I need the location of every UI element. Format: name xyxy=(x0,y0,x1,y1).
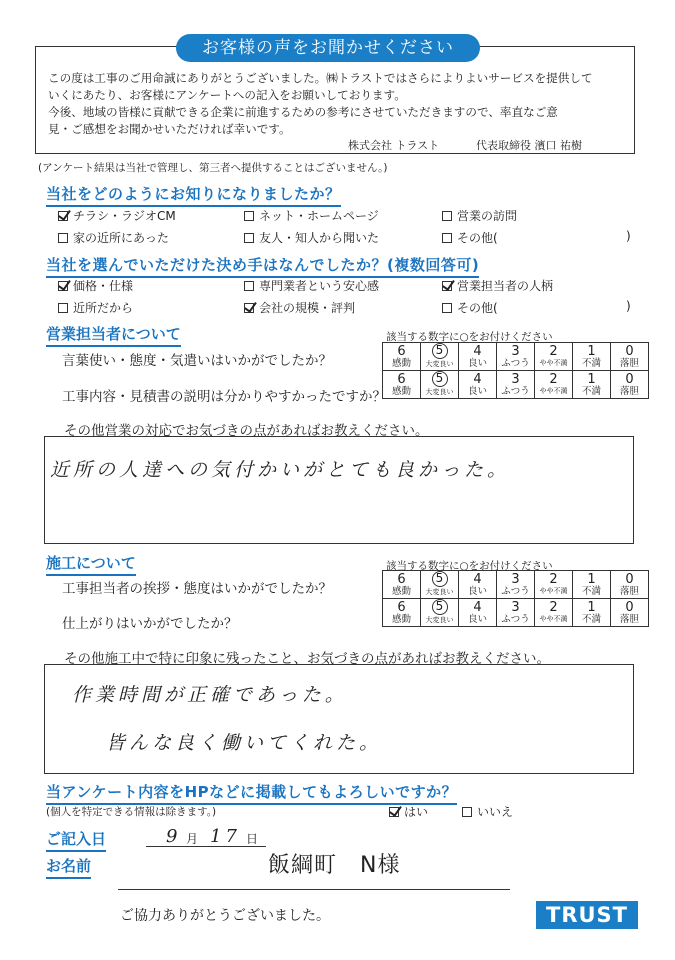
q2-checkbox[interactable] xyxy=(58,281,68,291)
rating-word: 落胆 xyxy=(619,357,639,369)
rating-number: 4 xyxy=(473,599,482,615)
rating-row-explanation xyxy=(383,371,649,399)
construction-comment-line2: 皆んな良く働いてくれた。 xyxy=(106,732,383,754)
q1-checkbox[interactable] xyxy=(442,233,452,243)
q2-other-close: ) xyxy=(626,299,631,313)
q1-option[interactable] xyxy=(58,229,169,246)
q1-title: 当社をどのようにお知りになりましたか？ xyxy=(46,183,341,207)
rating-row-finish xyxy=(383,599,649,627)
q2-title: 当社を選んでいただけた決め手はなんでしたか？(複数回答可) xyxy=(46,254,479,278)
construction-question-manners: 工事担当者の挨拶・態度はいかがでしたか？ xyxy=(62,581,332,597)
rating-number: 0 xyxy=(625,571,634,587)
rating-cell-4[interactable] xyxy=(459,571,497,599)
construction-comment-line1: 作業時間が正確であった。 xyxy=(72,684,348,706)
rating-number: 3 xyxy=(511,599,520,615)
q2-option-label: 会社の規模・評判 xyxy=(259,301,356,315)
rating-number: 4 xyxy=(473,571,482,587)
q2-checkbox[interactable] xyxy=(442,281,452,291)
publish-yes-label: はい xyxy=(404,805,429,819)
rating-word: 落胆 xyxy=(619,613,639,625)
rating-cell-0[interactable] xyxy=(611,571,649,599)
q1-checkbox[interactable] xyxy=(244,211,254,221)
thanks-message: ご協力ありがとうございました。 xyxy=(120,908,330,924)
sales-section-title: 営業担当者について xyxy=(46,323,181,347)
selected-rating-circle: 5 xyxy=(432,599,448,615)
rating-number: 4 xyxy=(473,371,482,387)
selected-rating-circle: 5 xyxy=(432,343,448,359)
rating-cell-1[interactable] xyxy=(573,599,611,627)
rating-cell-6[interactable] xyxy=(383,571,421,599)
q1-option-label: 友人・知人から聞いた xyxy=(259,231,380,245)
q2-option[interactable] xyxy=(58,299,133,316)
sales-comment-box[interactable] xyxy=(44,436,634,544)
rating-cell-6[interactable] xyxy=(383,599,421,627)
rating-row-manners xyxy=(383,343,649,371)
q2-checkbox[interactable] xyxy=(244,303,254,313)
q1-checkbox[interactable] xyxy=(58,233,68,243)
q2-checkbox[interactable] xyxy=(442,303,452,313)
q1-checkbox[interactable] xyxy=(58,211,68,221)
sales-question-manners: 言葉使い・態度・気遣いはいかがでしたか？ xyxy=(62,353,332,369)
rating-number: 1 xyxy=(587,599,596,615)
q2-option-label: その他( xyxy=(457,301,498,315)
rating-cell-0[interactable] xyxy=(611,343,649,371)
rating-cell-2[interactable] xyxy=(535,343,573,371)
q2-option-label: 専門業者という安心感 xyxy=(259,279,380,293)
rating-number: 6 xyxy=(397,599,406,615)
representative-name: 代表取締役 濱口 祐樹 xyxy=(476,139,582,152)
rating-cell-0[interactable] xyxy=(611,599,649,627)
q2-option[interactable] xyxy=(442,299,498,316)
q2-option-label: 価格・仕様 xyxy=(73,279,134,293)
rating-number: 3 xyxy=(511,343,520,359)
rating-cell-6[interactable] xyxy=(383,371,421,399)
rating-word: やや不満 xyxy=(539,614,568,623)
rating-word: 不満 xyxy=(581,385,601,397)
publish-no-checkbox[interactable] xyxy=(462,807,472,817)
q1-option-label: その他( xyxy=(457,231,498,245)
rating-number: 2 xyxy=(549,571,558,587)
rating-word: 良い xyxy=(467,357,487,369)
rating-cell-2[interactable] xyxy=(535,599,573,627)
q1-option[interactable] xyxy=(244,229,379,246)
rating-number xyxy=(421,343,458,359)
q1-option[interactable] xyxy=(442,207,517,224)
rating-cell-1[interactable] xyxy=(573,343,611,371)
sales-rating-table xyxy=(382,342,649,399)
rating-word: やや不満 xyxy=(539,586,568,595)
rating-cell-5[interactable] xyxy=(421,371,459,399)
rating-cell-3[interactable] xyxy=(497,599,535,627)
rating-cell-2[interactable] xyxy=(535,371,573,399)
name-value[interactable]: 飯綱町 N様 xyxy=(268,853,401,878)
rating-number: 3 xyxy=(511,571,520,587)
publish-no-option[interactable] xyxy=(462,803,513,820)
rating-word: やや不満 xyxy=(539,358,568,367)
rating-cell-4[interactable] xyxy=(459,371,497,399)
rating-number: 0 xyxy=(625,343,634,359)
q1-option[interactable] xyxy=(442,229,498,246)
privacy-note: (アンケート結果は当社で管理し、第三者へ提供することはございません。) xyxy=(38,162,388,174)
rating-number: 1 xyxy=(587,343,596,359)
trust-logo: TRUST xyxy=(536,901,638,929)
rating-cell-1[interactable] xyxy=(573,571,611,599)
rating-word: 大変良い xyxy=(425,616,454,624)
rating-number: 1 xyxy=(587,571,596,587)
sales-question-explanation: 工事内容・見積書の説明は分かりやすかったですか？ xyxy=(62,389,386,405)
rating-word: 落胆 xyxy=(619,585,639,597)
q1-option-label: 家の近所にあった xyxy=(73,231,169,245)
construction-section-title: 施工について xyxy=(46,552,136,576)
q2-checkbox[interactable] xyxy=(58,303,68,313)
construction-rating-table xyxy=(382,570,649,627)
rating-word: ふつう xyxy=(501,385,530,397)
q1-option[interactable] xyxy=(58,207,176,224)
q2-option-label: 営業担当者の人柄 xyxy=(457,279,554,293)
construction-comment-prompt: その他施工中で特に印象に残ったこと、お気づきの点があればお教えください。 xyxy=(64,651,550,667)
rating-instruction-construction: 該当する数字に○をお付けください xyxy=(386,560,553,572)
rating-number: 2 xyxy=(549,343,558,359)
rating-number: 1 xyxy=(587,371,596,387)
rating-number: 2 xyxy=(549,371,558,387)
q1-checkbox[interactable] xyxy=(442,211,452,221)
rating-word: 感動 xyxy=(391,613,411,625)
form-title: お客様の声をお聞かせください xyxy=(176,34,480,62)
q1-option-label: チラシ・ラジオCM xyxy=(73,209,176,223)
rating-row-worker-manners xyxy=(383,571,649,599)
q2-option[interactable] xyxy=(244,299,355,316)
rating-word: 良い xyxy=(467,613,487,625)
rating-word: 感動 xyxy=(391,385,411,397)
rating-number: 2 xyxy=(549,599,558,615)
entry-month-unit: 月 xyxy=(186,832,199,846)
rating-instruction-sales: 該当する数字に○をお付けください xyxy=(386,331,553,343)
rating-cell-2[interactable] xyxy=(535,571,573,599)
rating-word: 不満 xyxy=(581,613,601,625)
q1-option-label: 営業の訪問 xyxy=(457,209,518,223)
q1-option[interactable] xyxy=(244,207,379,224)
rating-number xyxy=(421,599,458,615)
q1-checkbox[interactable] xyxy=(244,233,254,243)
rating-cell-4[interactable] xyxy=(459,343,497,371)
rating-word: ふつう xyxy=(501,585,530,597)
rating-word: ふつう xyxy=(501,357,530,369)
intro-text: この度は工事のご用命誠にありがとうございました。㈱トラストではさらによりよいサービスを提供して いくにあたり、お客様にアンケートへの記入をお願いしております。 今後、地域の皆様に貢献できる企業に前進するための参考にさせていただきますので、率直なご意 見・ご感想をお聞かせいただければ幸いです。 xyxy=(48,71,593,136)
name-label: お名前 xyxy=(46,855,91,879)
entry-day-value[interactable]: 17 xyxy=(210,826,241,847)
rating-cell-6[interactable] xyxy=(383,343,421,371)
rating-word: 感動 xyxy=(391,585,411,597)
sales-comment-prompt: その他営業の対応でお気づきの点があればお教えください。 xyxy=(64,423,429,439)
q1-option-label: ネット・ホームページ xyxy=(259,209,379,223)
rating-cell-5[interactable] xyxy=(421,599,459,627)
publish-question-title: 当アンケート内容をHPなどに掲載してもよろしいですか？ xyxy=(46,781,457,805)
publish-yes-checkbox[interactable] xyxy=(389,807,399,817)
rating-word: 不満 xyxy=(581,357,601,369)
name-underline xyxy=(118,889,510,890)
rating-number: 3 xyxy=(511,371,520,387)
publish-no-label: いいえ xyxy=(477,805,514,819)
q2-option[interactable] xyxy=(244,277,379,294)
rating-number: 4 xyxy=(473,343,482,359)
q2-option[interactable] xyxy=(442,277,553,294)
rating-word: やや不満 xyxy=(539,386,568,395)
entry-day-unit: 日 xyxy=(246,832,259,846)
publish-note: (個人を特定できる情報は除きます。) xyxy=(46,806,217,818)
rating-number: 6 xyxy=(397,571,406,587)
q2-checkbox[interactable] xyxy=(244,281,254,291)
rating-word: 大変良い xyxy=(425,588,454,596)
rating-cell-0[interactable] xyxy=(611,371,649,399)
rating-number: 6 xyxy=(397,371,406,387)
rating-word: 大変良い xyxy=(425,388,454,396)
company-name: 株式会社 トラスト xyxy=(348,139,440,152)
rating-cell-3[interactable] xyxy=(497,371,535,399)
rating-word: ふつう xyxy=(501,613,530,625)
selected-rating-circle: 5 xyxy=(432,571,448,587)
rating-word: 良い xyxy=(467,385,487,397)
entry-date-label: ご記入日 xyxy=(46,828,106,852)
rating-number: 6 xyxy=(397,343,406,359)
rating-word: 大変良い xyxy=(425,360,454,368)
rating-word: 不満 xyxy=(581,585,601,597)
rating-cell-3[interactable] xyxy=(497,571,535,599)
rating-number: 0 xyxy=(625,599,634,615)
q2-option[interactable] xyxy=(58,277,133,294)
entry-month-value[interactable]: 9 xyxy=(166,826,182,847)
rating-cell-4[interactable] xyxy=(459,599,497,627)
publish-yes-option[interactable] xyxy=(389,803,428,820)
rating-number xyxy=(421,571,458,587)
q2-option-label: 近所だから xyxy=(73,301,134,315)
rating-word: 良い xyxy=(467,585,487,597)
rating-number: 0 xyxy=(625,371,634,387)
rating-cell-5[interactable] xyxy=(421,343,459,371)
selected-rating-circle: 5 xyxy=(432,371,448,387)
rating-cell-1[interactable] xyxy=(573,371,611,399)
rating-word: 感動 xyxy=(391,357,411,369)
rating-number xyxy=(421,371,458,387)
rating-cell-5[interactable] xyxy=(421,571,459,599)
sales-comment-text: 近所の人達への気付かいがとても良かった。 xyxy=(50,459,511,481)
rating-cell-3[interactable] xyxy=(497,343,535,371)
construction-question-finish: 仕上がりはいかがでしたか？ xyxy=(62,616,238,632)
rating-word: 落胆 xyxy=(619,385,639,397)
q1-other-close: ) xyxy=(626,229,631,243)
